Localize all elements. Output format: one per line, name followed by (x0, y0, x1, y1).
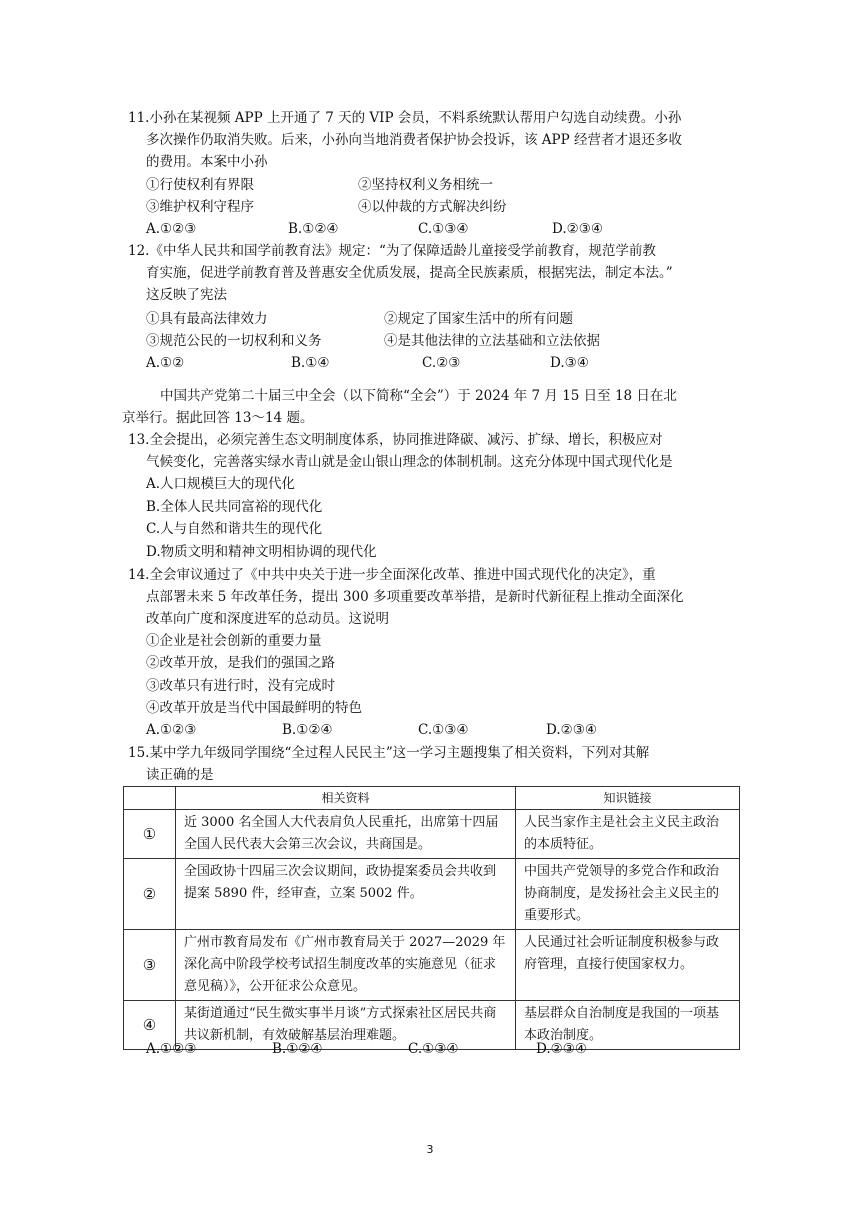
q15-materials-table (123, 786, 740, 1050)
q13-stem-line-1: 13.全会提出，必须完善生态文明制度体系，协同推进降碳、减污、扩绿、增长，积极应对 (128, 432, 663, 448)
intro-line-2: 京举行。据此回答 13～14 题。 (122, 410, 314, 426)
q13-choice-a: A.人口规模巨大的现代化 (146, 476, 296, 492)
table-header-knowledge: 知识链接 (516, 787, 740, 810)
q15-choice-b: B.①②④ (272, 1041, 323, 1057)
q12-stem-line-3: 这反映了宪法 (146, 287, 227, 303)
q11-choice-d: D.②③④ (552, 221, 603, 237)
q12-choice-c: C.②③ (422, 355, 461, 371)
q11-stem-line-3: 的费用。本案中小孙 (146, 154, 268, 170)
q14-choice-c: C.①③④ (418, 722, 469, 738)
row-material: 近 3000 名全国人大代表肩负人民重托，出席第十四届全国人民代表大会第三次会议，共商国是。 (176, 810, 516, 859)
page-number: 3 (426, 1143, 434, 1156)
q14-statement-4: ④改革开放是当代中国最鲜明的特色 (146, 700, 362, 716)
q14-stem-line-1: 14.全会审议通过了《中共中央关于进一步全面深化改革、推进中国式现代化的决定》，重 (128, 567, 656, 583)
q12-statement-4: ④是其他法律的立法基础和立法依据 (384, 333, 600, 349)
row-knowledge: 人民当家作主是社会主义民主政治的本质特征。 (516, 810, 740, 859)
row-number: ③ (124, 930, 176, 1001)
table-header-blank (124, 787, 176, 810)
table-row (124, 930, 740, 1001)
q12-stem-line-2: 育实施，促进学前教育普及普惠安全优质发展，提高全民族素质，根据宪法，制定本法。” (146, 265, 673, 281)
q14-statement-1: ①企业是社会创新的重要力量 (146, 633, 322, 649)
table-header-materials: 相关资料 (176, 787, 516, 810)
q13-choice-b: B.全体人民共同富裕的现代化 (146, 499, 323, 515)
q13-stem-line-2: 气候变化，完善落实绿水青山就是金山银山理念的体制机制。这充分体现中国式现代化是 (146, 454, 673, 470)
q15-stem-line-1: 15.某中学九年级同学围绕“全过程人民民主”这一学习主题搜集了相关资料，下列对其解 (128, 745, 650, 761)
q15-choice-a: A.①②③ (146, 1041, 197, 1057)
q11-choice-b: B.①②④ (288, 221, 339, 237)
row-knowledge: 中国共产党领导的多党合作和政治协商制度，是发扬社会主义民主的重要形式。 (516, 859, 740, 930)
intro-line-1: 中国共产党第二十届三中全会（以下简称“全会”）于 2024 年 7 月 15 日至 18 日在北 (160, 388, 677, 404)
q11-statement-4: ④以仲裁的方式解决纠纷 (358, 199, 507, 215)
table-header-row (124, 787, 740, 810)
q14-statement-3: ③改革只有进行时，没有完成时 (146, 678, 335, 694)
q15-choice-d: D.②③④ (536, 1041, 587, 1057)
table-row (124, 859, 740, 930)
q14-statement-2: ②改革开放，是我们的强国之路 (146, 655, 335, 671)
q12-stem-line-1: 12.《中华人民共和国学前教育法》规定：“为了保障适龄儿童接受学前教育，规范学前教 (128, 243, 656, 259)
row-material: 广州市教育局发布《广州市教育局关于 2027—2029 年深化高中阶段学校考试招生制度改革的实施意见（征求意见稿）》，公开征求公众意见。 (176, 930, 516, 1001)
q12-choice-b: B.①④ (291, 355, 330, 371)
q12-statement-1: ①具有最高法律效力 (146, 311, 268, 327)
q12-statement-2: ②规定了国家生活中的所有问题 (384, 311, 573, 327)
row-material: 全国政协十四届三次会议期间，政协提案委员会共收到提案 5890 件，经审查，立案 5002 件。 (176, 859, 516, 930)
q14-stem-line-2: 点部署未来 5 年改革任务，提出 300 多项重要改革举措，是新时代新征程上推动全面深化 (146, 589, 684, 605)
row-number: ② (124, 859, 176, 930)
q13-choice-d: D.物质文明和精神文明相协调的现代化 (146, 544, 377, 560)
q14-choice-a: A.①②③ (146, 722, 197, 738)
q15-stem-line-2: 读正确的是 (146, 767, 214, 783)
q11-stem-line-1: 11.小孙在某视频 APP 上开通了 7 天的 VIP 会员，不料系统默认帮用户勾选自动续费。小孙 (128, 110, 682, 126)
row-number: ④ (124, 1001, 176, 1050)
row-number: ① (124, 810, 176, 859)
q14-stem-line-3: 改革向广度和深度进军的总动员。这说明 (146, 611, 389, 627)
row-knowledge: 人民通过社会听证制度积极参与政府管理，直接行使国家权力。 (516, 930, 740, 1001)
row-knowledge: 基层群众自治制度是我国的一项基本政治制度。 (516, 1001, 740, 1050)
q12-choice-a: A.①② (146, 355, 185, 371)
q11-statement-3: ③维护权利守程序 (146, 199, 254, 215)
q11-statement-2: ②坚持权利义务相统一 (358, 177, 493, 193)
q11-choice-c: C.①③④ (418, 221, 469, 237)
q15-choice-c: C.①③④ (408, 1041, 459, 1057)
q14-choice-d: D.②③④ (546, 722, 597, 738)
q12-choice-d: D.③④ (550, 355, 589, 371)
q11-statement-1: ①行使权利有界限 (146, 177, 254, 193)
row-material: 某街道通过“民生微实事半月谈”方式探索社区居民共商共议新机制，有效破解基层治理难题。 (176, 1001, 516, 1050)
q14-choice-b: B.①②④ (282, 722, 333, 738)
q11-stem-line-2: 多次操作仍取消失败。后来，小孙向当地消费者保护协会投诉，该 APP 经营者才退还多收 (146, 132, 682, 148)
table-row (124, 810, 740, 859)
q13-choice-c: C.人与自然和谐共生的现代化 (146, 521, 323, 537)
q12-statement-3: ③规范公民的一切权利和义务 (146, 333, 322, 349)
q11-choice-a: A.①②③ (146, 221, 197, 237)
